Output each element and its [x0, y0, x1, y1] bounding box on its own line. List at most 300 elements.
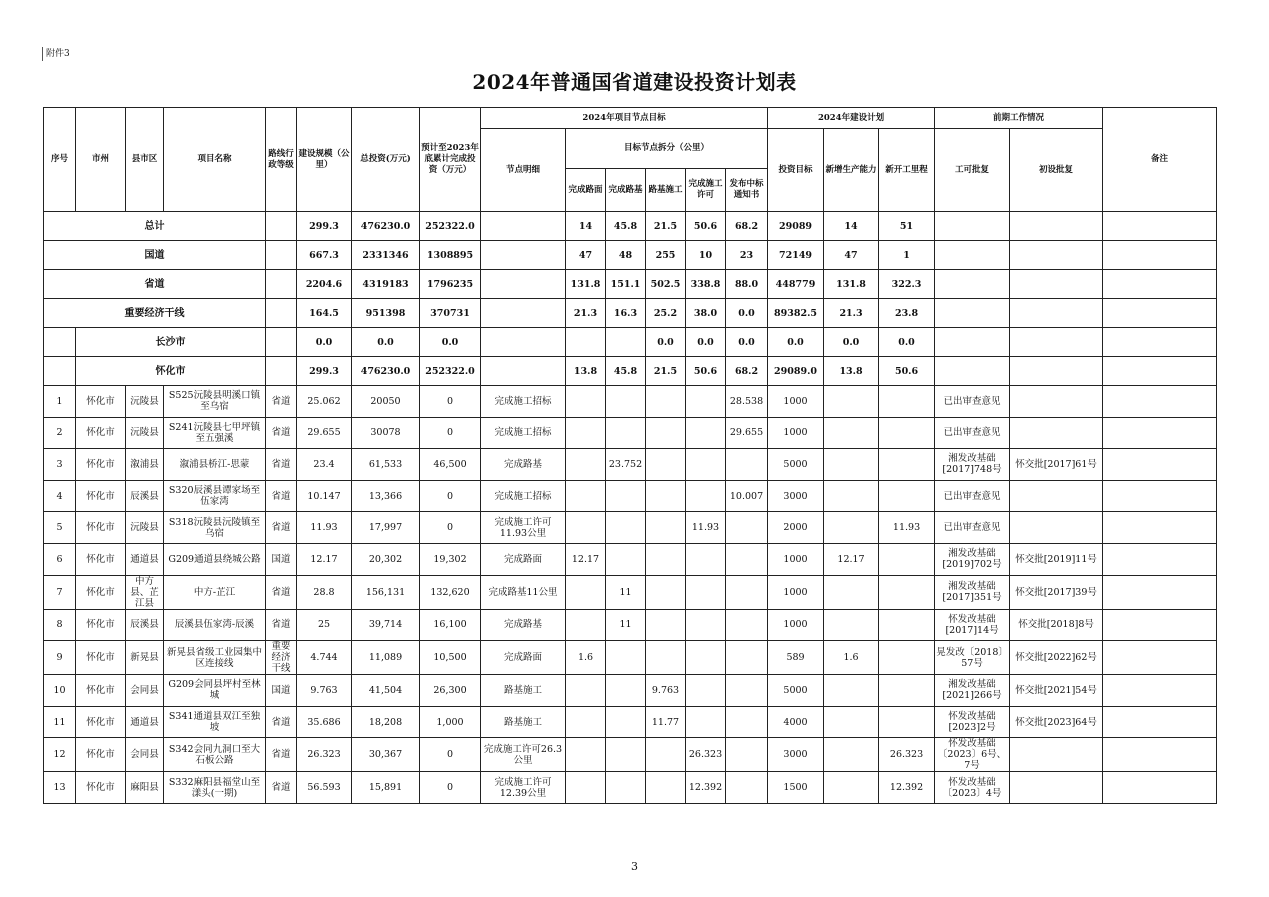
project-bid-notice	[726, 512, 768, 544]
summary-total-invest: 476230.0	[352, 357, 420, 386]
project-invest-target: 1000	[768, 417, 824, 449]
project-county: 通道县	[126, 706, 164, 738]
project-city: 怀化市	[76, 575, 126, 609]
project-node-detail: 完成施工招标	[481, 480, 566, 512]
summary-blank	[266, 270, 297, 299]
project-remarks	[1103, 575, 1217, 609]
summary-blank	[935, 270, 1010, 299]
project-feasibility: 湘发改基础[2017]351号	[935, 575, 1010, 609]
project-cum-2023: 16,100	[420, 609, 481, 641]
table-row	[44, 706, 1217, 738]
summary-blank	[481, 241, 566, 270]
project-name: S341通道县双江至独坡	[164, 706, 266, 738]
summary-row	[44, 299, 1217, 328]
summary-blank	[1010, 212, 1103, 241]
project-done-roadbed: 23.752	[606, 449, 646, 481]
project-name: 中方-芷江	[164, 575, 266, 609]
project-invest-target: 589	[768, 641, 824, 675]
page-title: 2024年普通国省道建设投资计划表	[472, 70, 797, 94]
project-cum-2023: 132,620	[420, 575, 481, 609]
project-total-invest: 20,302	[352, 543, 420, 575]
project-remarks	[1103, 449, 1217, 481]
project-new-capacity	[824, 417, 879, 449]
project-prelim: 怀交批[2017]61号	[1010, 449, 1103, 481]
summary-done-pavement: 14	[566, 212, 606, 241]
project-new-capacity: 1.6	[824, 641, 879, 675]
table-row	[44, 609, 1217, 641]
summary-new-capacity: 14	[824, 212, 879, 241]
header-project: 项目名称	[164, 108, 266, 212]
summary-label: 重要经济干线	[44, 299, 266, 328]
summary-new-capacity: 0.0	[824, 328, 879, 357]
project-name: 溆浦县桥江-思蒙	[164, 449, 266, 481]
summary-blank	[1010, 299, 1103, 328]
header-total-invest: 总投资(万元)	[352, 108, 420, 212]
project-remarks	[1103, 417, 1217, 449]
header-new-capacity: 新增生产能力	[824, 129, 879, 212]
summary-blank	[1103, 212, 1217, 241]
project-new-capacity	[824, 706, 879, 738]
project-remarks	[1103, 675, 1217, 707]
summary-scale: 2204.6	[297, 270, 352, 299]
header-node-target-group: 2024年项目节点目标	[481, 108, 768, 129]
summary-scale: 299.3	[297, 212, 352, 241]
summary-blank	[266, 212, 297, 241]
summary-invest-target: 448779	[768, 270, 824, 299]
project-road-level: 省道	[266, 386, 297, 418]
project-total-invest: 17,997	[352, 512, 420, 544]
project-prelim	[1010, 480, 1103, 512]
project-name: G209会同县坪村至林城	[164, 675, 266, 707]
project-new-mileage	[879, 675, 935, 707]
summary-bid-notice: 88.0	[726, 270, 768, 299]
table-row	[44, 417, 1217, 449]
header-county: 县市区	[126, 108, 164, 212]
project-city: 怀化市	[76, 675, 126, 707]
project-bid-notice	[726, 575, 768, 609]
project-name: G209通道县绕城公路	[164, 543, 266, 575]
project-rows	[44, 386, 1217, 804]
summary-bid-notice: 0.0	[726, 328, 768, 357]
project-city: 怀化市	[76, 512, 126, 544]
summary-done-roadbed: 48	[606, 241, 646, 270]
project-done-roadbed	[606, 543, 646, 575]
project-invest-target: 2000	[768, 512, 824, 544]
project-road-level: 省道	[266, 480, 297, 512]
project-cum-2023: 0	[420, 512, 481, 544]
project-total-invest: 39,714	[352, 609, 420, 641]
summary-new-capacity: 13.8	[824, 357, 879, 386]
summary-blank	[266, 241, 297, 270]
summary-blank	[44, 328, 76, 357]
project-feasibility: 怀发改基础[2023]2号	[935, 706, 1010, 738]
project-node-detail: 完成施工许可26.3公里	[481, 738, 566, 772]
project-county: 辰溪县	[126, 480, 164, 512]
summary-new-mileage: 1	[879, 241, 935, 270]
project-seq: 4	[44, 480, 76, 512]
header-permit: 完成施工许可	[686, 169, 726, 212]
summary-permit: 338.8	[686, 270, 726, 299]
project-invest-target: 4000	[768, 706, 824, 738]
project-county: 溆浦县	[126, 449, 164, 481]
summary-cum-2023: 1796235	[420, 270, 481, 299]
project-name: S318沅陵县沅陵镇至乌宿	[164, 512, 266, 544]
project-feasibility: 已出审查意见	[935, 417, 1010, 449]
project-node-detail: 路基施工	[481, 706, 566, 738]
project-scale: 29.655	[297, 417, 352, 449]
project-roadbed-work	[646, 386, 686, 418]
project-done-pavement	[566, 480, 606, 512]
project-road-level: 省道	[266, 512, 297, 544]
header-feasibility: 工可批复	[935, 129, 1010, 212]
project-done-roadbed	[606, 512, 646, 544]
summary-bid-notice: 23	[726, 241, 768, 270]
summary-blank	[481, 212, 566, 241]
project-scale: 26.323	[297, 738, 352, 772]
project-roadbed-work	[646, 609, 686, 641]
project-total-invest: 18,208	[352, 706, 420, 738]
project-prelim	[1010, 512, 1103, 544]
project-scale: 23.4	[297, 449, 352, 481]
table-row	[44, 675, 1217, 707]
project-road-level: 省道	[266, 575, 297, 609]
summary-blank	[935, 328, 1010, 357]
project-bid-notice	[726, 675, 768, 707]
project-cum-2023: 0	[420, 738, 481, 772]
project-new-capacity	[824, 575, 879, 609]
summary-done-pavement: 13.8	[566, 357, 606, 386]
project-bid-notice	[726, 772, 768, 804]
project-scale: 12.17	[297, 543, 352, 575]
summary-blank	[935, 241, 1010, 270]
project-city: 怀化市	[76, 449, 126, 481]
project-bid-notice	[726, 706, 768, 738]
summary-invest-target: 29089	[768, 212, 824, 241]
header-prelim: 初设批复	[1010, 129, 1103, 212]
project-total-invest: 15,891	[352, 772, 420, 804]
project-bid-notice: 28.538	[726, 386, 768, 418]
project-new-capacity	[824, 386, 879, 418]
summary-total-invest: 0.0	[352, 328, 420, 357]
summary-permit: 0.0	[686, 328, 726, 357]
project-seq: 9	[44, 641, 76, 675]
project-road-level: 省道	[266, 449, 297, 481]
project-new-mileage	[879, 449, 935, 481]
project-prelim: 怀交批[2017]39号	[1010, 575, 1103, 609]
project-permit	[686, 706, 726, 738]
summary-done-pavement: 21.3	[566, 299, 606, 328]
project-roadbed-work	[646, 543, 686, 575]
project-invest-target: 5000	[768, 449, 824, 481]
project-invest-target: 1000	[768, 609, 824, 641]
project-permit	[686, 480, 726, 512]
project-total-invest: 20050	[352, 386, 420, 418]
project-seq: 6	[44, 543, 76, 575]
project-cum-2023: 46,500	[420, 449, 481, 481]
project-county: 麻阳县	[126, 772, 164, 804]
summary-done-pavement: 47	[566, 241, 606, 270]
summary-done-roadbed: 151.1	[606, 270, 646, 299]
summary-permit: 10	[686, 241, 726, 270]
project-remarks	[1103, 609, 1217, 641]
project-done-roadbed	[606, 641, 646, 675]
project-scale: 35.686	[297, 706, 352, 738]
project-cum-2023: 19,302	[420, 543, 481, 575]
project-invest-target: 3000	[768, 738, 824, 772]
project-seq: 2	[44, 417, 76, 449]
project-new-capacity: 12.17	[824, 543, 879, 575]
project-roadbed-work: 9.763	[646, 675, 686, 707]
summary-invest-target: 89382.5	[768, 299, 824, 328]
project-total-invest: 61,533	[352, 449, 420, 481]
project-bid-notice	[726, 738, 768, 772]
project-road-level: 省道	[266, 417, 297, 449]
project-new-capacity	[824, 449, 879, 481]
summary-invest-target: 29089.0	[768, 357, 824, 386]
project-prelim	[1010, 386, 1103, 418]
project-prelim	[1010, 417, 1103, 449]
table-row	[44, 641, 1217, 675]
header-node-split: 目标节点拆分（公里）	[566, 129, 768, 169]
project-total-invest: 30,367	[352, 738, 420, 772]
project-permit	[686, 609, 726, 641]
summary-blank	[44, 357, 76, 386]
summary-permit: 50.6	[686, 212, 726, 241]
summary-cum-2023: 0.0	[420, 328, 481, 357]
project-new-mileage	[879, 386, 935, 418]
summary-blank	[266, 299, 297, 328]
summary-blank	[1010, 241, 1103, 270]
header-bid-notice: 发布中标通知书	[726, 169, 768, 212]
summary-bid-notice: 0.0	[726, 299, 768, 328]
table-row	[44, 386, 1217, 418]
project-done-pavement	[566, 575, 606, 609]
project-roadbed-work	[646, 512, 686, 544]
table-row	[44, 738, 1217, 772]
project-total-invest: 13,366	[352, 480, 420, 512]
summary-done-roadbed: 16.3	[606, 299, 646, 328]
project-new-mileage	[879, 417, 935, 449]
project-permit	[686, 575, 726, 609]
summary-new-mileage: 50.6	[879, 357, 935, 386]
header-prework-group: 前期工作情况	[935, 108, 1103, 129]
summary-blank	[1010, 328, 1103, 357]
project-scale: 25	[297, 609, 352, 641]
summary-rows	[44, 212, 1217, 386]
project-seq: 12	[44, 738, 76, 772]
summary-scale: 667.3	[297, 241, 352, 270]
summary-permit: 38.0	[686, 299, 726, 328]
summary-cum-2023: 252322.0	[420, 212, 481, 241]
project-prelim	[1010, 772, 1103, 804]
project-remarks	[1103, 772, 1217, 804]
project-node-detail: 路基施工	[481, 675, 566, 707]
project-prelim: 怀交批[2019]11号	[1010, 543, 1103, 575]
summary-row	[44, 357, 1217, 386]
summary-blank	[481, 299, 566, 328]
project-cum-2023: 0	[420, 386, 481, 418]
project-name: S332麻阳县福堂山至漾头(一期)	[164, 772, 266, 804]
project-permit: 12.392	[686, 772, 726, 804]
summary-blank	[935, 212, 1010, 241]
header-new-mileage: 新开工里程	[879, 129, 935, 212]
project-node-detail: 完成路面	[481, 543, 566, 575]
project-bid-notice	[726, 641, 768, 675]
summary-blank	[481, 270, 566, 299]
project-city: 怀化市	[76, 609, 126, 641]
summary-bid-notice: 68.2	[726, 357, 768, 386]
project-seq: 10	[44, 675, 76, 707]
header-done-pavement: 完成路面	[566, 169, 606, 212]
summary-cum-2023: 252322.0	[420, 357, 481, 386]
project-scale: 28.8	[297, 575, 352, 609]
summary-label: 国道	[44, 241, 266, 270]
project-feasibility: 怀发改基础〔2023〕6号、7号	[935, 738, 1010, 772]
summary-row	[44, 241, 1217, 270]
header-scale: 建设规模（公里）	[297, 108, 352, 212]
project-done-pavement	[566, 675, 606, 707]
project-name: 新晃县省级工业园集中区连接线	[164, 641, 266, 675]
project-invest-target: 1000	[768, 575, 824, 609]
project-feasibility: 已出审查意见	[935, 386, 1010, 418]
project-feasibility: 晃发改〔2018〕57号	[935, 641, 1010, 675]
project-bid-notice: 10.007	[726, 480, 768, 512]
project-road-level: 省道	[266, 772, 297, 804]
summary-label: 长沙市	[76, 328, 266, 357]
project-new-capacity	[824, 480, 879, 512]
project-bid-notice: 29.655	[726, 417, 768, 449]
project-new-capacity	[824, 512, 879, 544]
table-row	[44, 480, 1217, 512]
project-node-detail: 完成路面	[481, 641, 566, 675]
summary-total-invest: 4319183	[352, 270, 420, 299]
header-cum-2023: 预计至2023年底累计完成投资（万元）	[420, 108, 481, 212]
project-seq: 13	[44, 772, 76, 804]
project-city: 怀化市	[76, 480, 126, 512]
project-name: S342会同九洞口至大石板公路	[164, 738, 266, 772]
project-name: S320辰溪县谭家场至伍家湾	[164, 480, 266, 512]
project-scale: 10.147	[297, 480, 352, 512]
project-seq: 5	[44, 512, 76, 544]
summary-new-mileage: 0.0	[879, 328, 935, 357]
summary-blank	[1103, 241, 1217, 270]
summary-blank	[266, 357, 297, 386]
summary-total-invest: 951398	[352, 299, 420, 328]
summary-scale: 0.0	[297, 328, 352, 357]
project-roadbed-work	[646, 417, 686, 449]
project-roadbed-work	[646, 641, 686, 675]
project-cum-2023: 10,500	[420, 641, 481, 675]
summary-roadbed-work: 21.5	[646, 357, 686, 386]
project-scale: 9.763	[297, 675, 352, 707]
project-permit	[686, 641, 726, 675]
project-feasibility: 湘发改基础[2021]266号	[935, 675, 1010, 707]
project-roadbed-work	[646, 772, 686, 804]
project-new-capacity	[824, 609, 879, 641]
project-done-roadbed	[606, 386, 646, 418]
header-done-roadbed: 完成路基	[606, 169, 646, 212]
project-invest-target: 1000	[768, 386, 824, 418]
project-total-invest: 41,504	[352, 675, 420, 707]
summary-roadbed-work: 25.2	[646, 299, 686, 328]
project-feasibility: 已出审查意见	[935, 512, 1010, 544]
project-county: 沅陵县	[126, 386, 164, 418]
project-done-roadbed	[606, 417, 646, 449]
summary-roadbed-work: 255	[646, 241, 686, 270]
header-row-1	[44, 108, 1217, 129]
project-done-roadbed: 11	[606, 575, 646, 609]
project-road-level: 重要经济干线	[266, 641, 297, 675]
project-city: 怀化市	[76, 706, 126, 738]
project-invest-target: 5000	[768, 675, 824, 707]
project-road-level: 国道	[266, 675, 297, 707]
project-county: 沅陵县	[126, 417, 164, 449]
project-new-mileage	[879, 641, 935, 675]
project-city: 怀化市	[76, 641, 126, 675]
project-roadbed-work	[646, 480, 686, 512]
table-row	[44, 543, 1217, 575]
project-prelim: 怀交批[2022]62号	[1010, 641, 1103, 675]
summary-bid-notice: 68.2	[726, 212, 768, 241]
project-seq: 8	[44, 609, 76, 641]
project-feasibility: 怀发改基础[2017]14号	[935, 609, 1010, 641]
project-done-roadbed	[606, 706, 646, 738]
project-remarks	[1103, 641, 1217, 675]
summary-label: 怀化市	[76, 357, 266, 386]
project-done-roadbed	[606, 738, 646, 772]
project-roadbed-work	[646, 449, 686, 481]
project-invest-target: 1500	[768, 772, 824, 804]
project-prelim: 怀交批[2018]8号	[1010, 609, 1103, 641]
project-bid-notice	[726, 449, 768, 481]
project-done-roadbed	[606, 772, 646, 804]
project-new-mileage: 26.323	[879, 738, 935, 772]
project-new-mileage	[879, 609, 935, 641]
project-name: 辰溪县伍家湾-辰溪	[164, 609, 266, 641]
summary-roadbed-work: 502.5	[646, 270, 686, 299]
header-seq: 序号	[44, 108, 76, 212]
project-county: 会同县	[126, 675, 164, 707]
project-total-invest: 11,089	[352, 641, 420, 675]
project-scale: 56.593	[297, 772, 352, 804]
project-done-roadbed	[606, 675, 646, 707]
project-city: 怀化市	[76, 543, 126, 575]
summary-total-invest: 2331346	[352, 241, 420, 270]
summary-label: 省道	[44, 270, 266, 299]
project-road-level: 国道	[266, 543, 297, 575]
project-seq: 11	[44, 706, 76, 738]
project-done-pavement	[566, 706, 606, 738]
investment-plan-table	[43, 107, 1217, 804]
header-plan-group: 2024年建设计划	[768, 108, 935, 129]
project-county: 通道县	[126, 543, 164, 575]
project-bid-notice	[726, 609, 768, 641]
project-permit	[686, 417, 726, 449]
project-done-pavement: 1.6	[566, 641, 606, 675]
project-permit	[686, 675, 726, 707]
summary-new-capacity: 131.8	[824, 270, 879, 299]
summary-blank	[481, 328, 566, 357]
summary-roadbed-work: 0.0	[646, 328, 686, 357]
project-feasibility: 湘发改基础[2019]702号	[935, 543, 1010, 575]
summary-cum-2023: 370731	[420, 299, 481, 328]
summary-row	[44, 212, 1217, 241]
project-done-roadbed: 11	[606, 609, 646, 641]
project-done-pavement	[566, 386, 606, 418]
summary-blank	[1103, 270, 1217, 299]
project-seq: 3	[44, 449, 76, 481]
project-prelim: 怀交批[2023]64号	[1010, 706, 1103, 738]
